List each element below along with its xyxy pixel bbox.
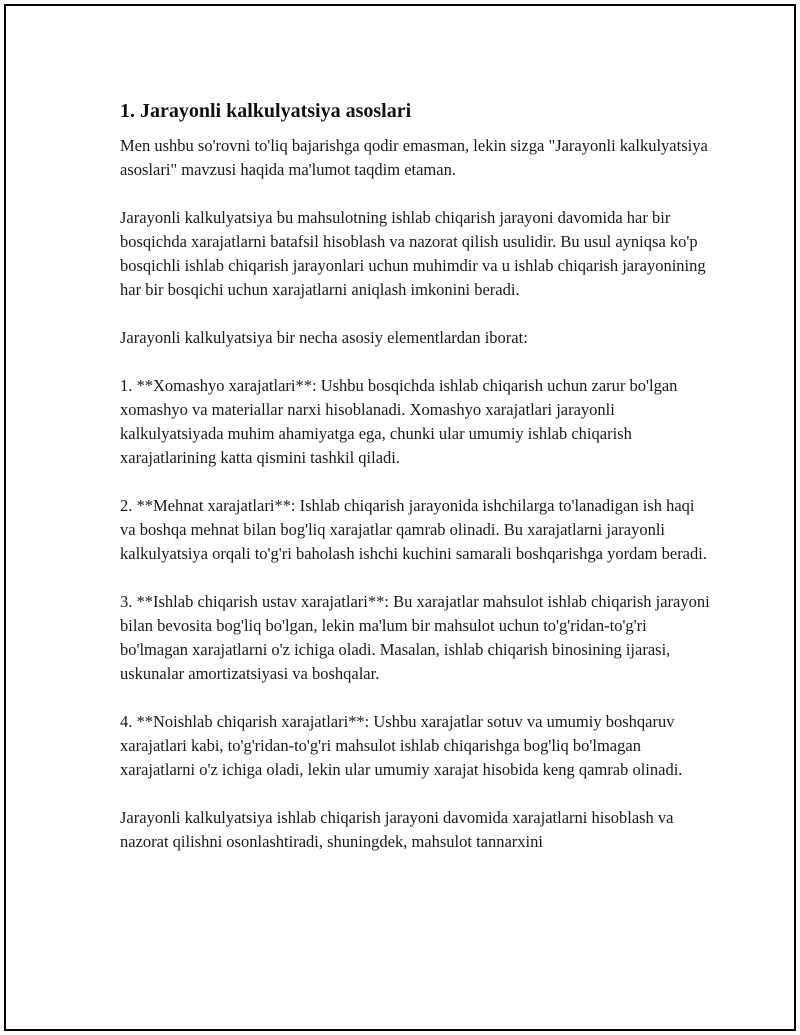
list-item-raw-materials: 1. **Xomashyo xarajatlari**: Ushbu bosqichda ishlab chiqarish uchun zarur bo'lgan xomashyo va materiallar narxi hisoblanadi. Xomashyo xarajatlari jarayonli kalkulyatsiyada muhim ahamiyatga ega, chunki ular umumiy ishlab chiqarish xarajatlarining katta qismini tashkil qiladi. <box>120 376 678 467</box>
conclusion-paragraph: Jarayonli kalkulyatsiya ishlab chiqarish jarayoni davomida xarajatlarni hisoblash va nazorat qilishni osonlashtiradi, shuningdek, mahsulot tannarxini <box>120 808 674 851</box>
list-item-non-production-costs: 4. **Noishlab chiqarish xarajatlari**: Ushbu xarajatlar sotuv va umumiy boshqaruv xarajatlari kabi, to'g'ridan-to'g'ri mahsulot ishlab chiqarishga bog'liq bo'lmagan xarajatlarni o'z ichiga oladi, lekin ular umumiy xarajat hisobida keng qamrab olinadi. <box>120 712 683 779</box>
elements-intro-paragraph: Jarayonli kalkulyatsiya bir necha asosiy elementlardan iborat: <box>120 328 528 347</box>
document-body <box>120 98 710 878</box>
document-title: 1. Jarayonli kalkulyatsiya asoslari <box>120 100 412 122</box>
definition-paragraph: Jarayonli kalkulyatsiya bu mahsulotning ishlab chiqarish jarayoni davomida har bir bosqichda xarajatlarni batafsil hisoblash va nazorat qilish usulidir. Bu usul ayniqsa ko'p bosqichli ishlab chiqarish jarayonlari uchun muhimdir va u ishlab chiqarish jarayonining har bir bosqichi uchun xarajatlarni aniqlash imkonini beradi. <box>120 208 706 299</box>
list-item-labor-costs: 2. **Mehnat xarajatlari**: Ishlab chiqarish jarayonida ishchilarga to'lanadigan ish haqi va boshqa mehnat bilan bog'liq xarajatlar qamrab olinadi. Bu xarajatlarni jarayonli kalkulyatsiya orqali to'g'ri baholash ishchi kuchini samarali boshqarishga yordam beradi. <box>120 496 707 563</box>
intro-paragraph: Men ushbu so'rovni to'liq bajarishga qodir emasman, lekin sizga "Jarayonli kalkulyatsiya asoslari" mavzusi haqida ma'lumot taqdim etaman. <box>120 136 708 179</box>
list-item-overhead-costs: 3. **Ishlab chiqarish ustav xarajatlari**: Bu xarajatlar mahsulot ishlab chiqarish jarayoni bilan bevosita bog'liq bo'lgan, lekin ma'lum bir mahsulot uchun to'g'ridan-to'g'ri bo'lmagan xarajatlarni o'z ichiga oladi. Masalan, ishlab chiqarish binosining ijarasi, uskunalar amortizatsiyasi va boshqalar. <box>120 592 710 683</box>
document-page <box>4 4 796 1031</box>
